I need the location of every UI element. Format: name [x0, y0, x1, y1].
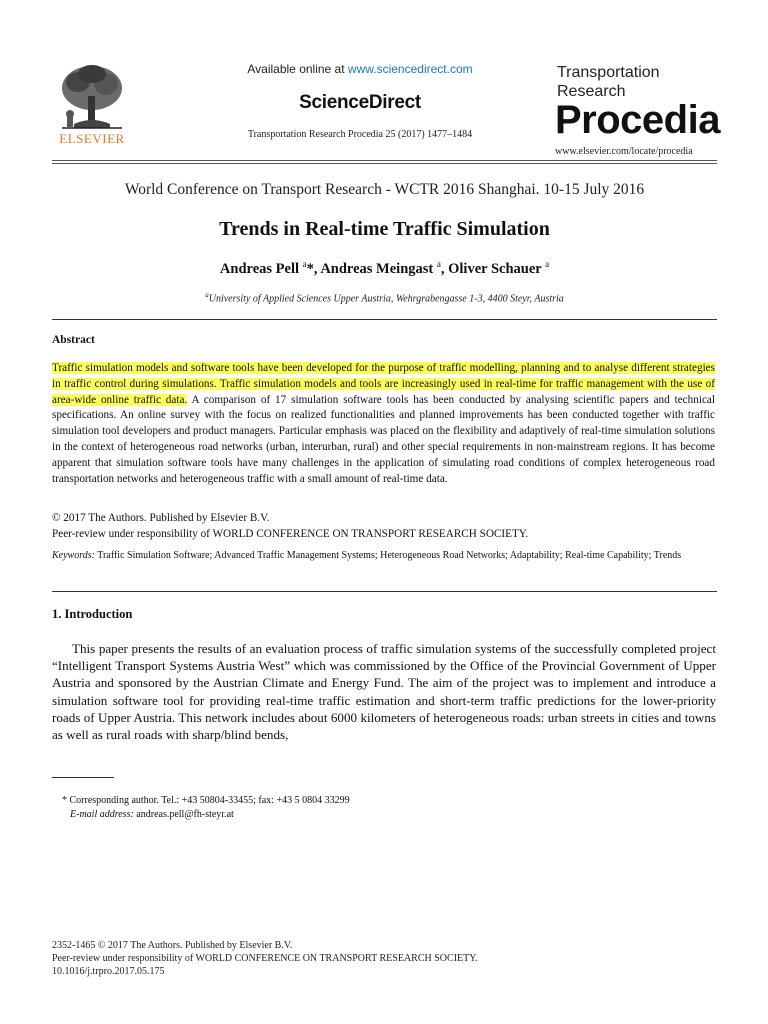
journal-brand-line3: Procedia: [555, 98, 720, 142]
author-affiliation-mark: a: [436, 259, 441, 269]
sciencedirect-url-link[interactable]: www.sciencedirect.com: [347, 62, 473, 76]
header-divider: [52, 160, 717, 161]
journal-url-link[interactable]: www.elsevier.com/locate/procedia: [555, 146, 693, 157]
journal-reference: Transportation Research Procedia 25 (2017) 1477–1484: [247, 129, 473, 140]
copyright-line: © 2017 The Authors. Published by Elsevier B.V.: [52, 512, 270, 524]
email-address[interactable]: andreas.pell@fh-steyr.at: [133, 809, 234, 820]
keywords-label: Keywords:: [52, 550, 95, 561]
issn-copyright-line: 2352-1465 © 2017 The Authors. Published by Elsevier B.V.: [52, 940, 293, 951]
email-footnote: [70, 809, 234, 820]
keywords-text: Traffic Simulation Software; Advanced Traffic Management Systems; Heterogeneous Road Networks; Adaptability; Real-time Capability; Trends: [94, 550, 682, 561]
author-affiliation-mark: a: [545, 259, 550, 269]
author-list: Andreas Pell $^a$*, Andreas Meingast $^a$, Oliver Schauer $^a$: [219, 259, 550, 277]
section-heading-introduction: 1. Introduction: [52, 607, 133, 621]
author-name: Oliver Schauer: [448, 260, 542, 277]
abstract-text: A comparison of 17 simulation software tools has been conducted by analysing scientific papers and technical specifications. An online survey with the focus on realized functionalities and planned improvements has been conducted together with traffic simulation tool developers and product managers. Particular emphasis was placed on the flexibility and adaptively of real-time simulation solutions in the context of heterogeneous road networks (urban, interurban, rural) and other special requirements in non-mainstream regions. It has become apparent that simulation software tools have many challenges in the application of simulating road conditions of complex heterogeneous road transportation networks and heterogeneous traffic with a small amount of real-time data.: [52, 393, 715, 485]
abstract-top-rule: [52, 319, 717, 320]
footer-peer-review-line: Peer-review under responsibility of WORLD CONFERENCE ON TRANSPORT RESEARCH SOCIETY.: [52, 953, 478, 964]
email-label: E-mail address:: [70, 809, 134, 820]
header-divider-secondary: [52, 163, 717, 164]
author-name: Andreas Meingast: [320, 260, 434, 277]
sciencedirect-wordmark: ScienceDirect: [299, 92, 421, 113]
introduction-paragraph: This paper presents the results of an evaluation process of traffic simulation systems of the successfully completed project “Intelligent Transport Systems Austria West” which was commissioned by the Office of the Provincial Government of Upper Austria and sponsored by the Austrian Climate and Energy Fund. The aim of the project was to implement and introduce a simulation software tool for providing real-time traffic estimation and short-term traffic predictions for the lower-priority roads of Upper Austria. This network includes about 6000 kilometers of heterogeneous roads: urban streets in cities and towns as well as rural roads with sharp/blind bends,: [52, 641, 716, 743]
keywords: [52, 548, 715, 563]
journal-brand-line2: Research: [557, 83, 626, 100]
affiliation-text: University of Applied Sciences Upper Austria, Wehrgrabengasse 1-3, 4400 Steyr, Austria: [208, 293, 564, 305]
highlighted-text[interactable]: Traffic simulation models and software tools have been developed for the purpose of traffic modelling, planning and to analyse different strategies in traffic control during simulations. Traffic simulation models and tools are increasingly used in real-time for traffic management with the use of area-wide online traffic data.: [52, 362, 715, 406]
abstract-body: [52, 361, 715, 487]
available-prefix: Available online at: [247, 62, 348, 76]
copyright-block: [52, 511, 715, 543]
abstract-bottom-rule: [52, 591, 717, 592]
abstract-heading: Abstract: [52, 334, 95, 346]
conference-line: World Conference on Transport Research - WCTR 2016 Shanghai. 10-15 July 2016: [124, 181, 645, 198]
corresponding-mark: *: [306, 260, 314, 277]
author-affiliation-mark: a: [302, 259, 307, 269]
journal-brand-line1: Transportation: [557, 64, 660, 81]
available-online-line: [200, 62, 520, 76]
doi-link[interactable]: 10.1016/j.trpro.2017.05.175: [52, 966, 165, 977]
elsevier-logo-text: ELSEVIER: [59, 131, 125, 146]
corresponding-author-footnote: * Corresponding author. Tel.: +43 50804-33455; fax: +43 5 0804 33299: [62, 795, 350, 806]
author-name: Andreas Pell: [219, 260, 299, 277]
affiliation: [52, 291, 717, 304]
footnote-rule: [52, 777, 114, 778]
peer-review-line: Peer-review under responsibility of WORLD CONFERENCE ON TRANSPORT RESEARCH SOCIETY.: [52, 527, 529, 540]
page-footer: [52, 939, 717, 978]
paper-title: Trends in Real-time Traffic Simulation: [219, 218, 550, 240]
affiliation-mark: a: [205, 291, 209, 299]
